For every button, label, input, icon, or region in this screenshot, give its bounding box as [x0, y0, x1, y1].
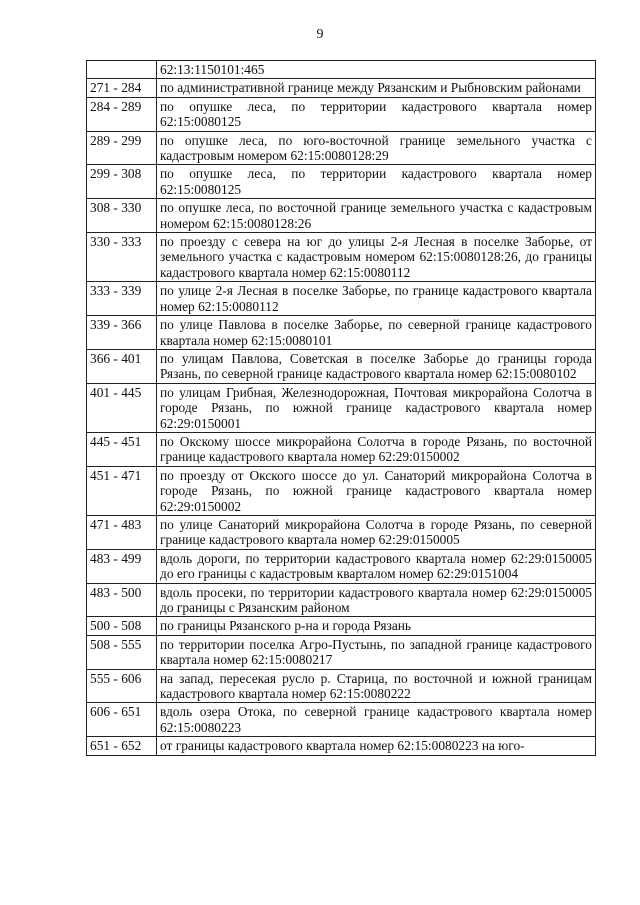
point-range-cell: 333 - 339	[87, 282, 157, 316]
boundary-description-cell: по опушке леса, по территории кадастрового квартала номер 62:15:0080125	[157, 165, 596, 199]
table-row	[87, 669, 596, 703]
table-row	[87, 233, 596, 282]
point-range-cell: 606 - 651	[87, 703, 157, 737]
boundary-description-cell: от границы кадастрового квартала номер 62:15:0080223 на юго-	[157, 737, 596, 755]
point-range-cell: 366 - 401	[87, 349, 157, 383]
boundary-description-cell: по улицам Грибная, Железнодорожная, Почтовая микрорайона Солотча в городе Рязань, по южной границе кадастрового квартала номер 62:29:0150001	[157, 383, 596, 432]
point-range-cell: 299 - 308	[87, 165, 157, 199]
table-row	[87, 61, 596, 79]
table-row	[87, 737, 596, 755]
boundary-description-cell: вдоль озера Отока, по северной границе кадастрового квартала номер 62:15:0080223	[157, 703, 596, 737]
boundary-description-cell: по Окскому шоссе микрорайона Солотча в городе Рязань, по восточной границе кадастрового квартала номер 62:29:0150002	[157, 432, 596, 466]
point-range-cell: 289 - 299	[87, 131, 157, 165]
point-range-cell: 500 - 508	[87, 617, 157, 635]
table-row	[87, 549, 596, 583]
table-row	[87, 131, 596, 165]
point-range-cell: 555 - 606	[87, 669, 157, 703]
point-range-cell: 284 - 289	[87, 97, 157, 131]
boundary-description-cell: по проезду от Окского шоссе до ул. Санаторий микрорайона Солотча в городе Рязань, по южной границе кадастрового квартала номер 62:29:0150002	[157, 466, 596, 515]
point-range-cell: 451 - 471	[87, 466, 157, 515]
point-range-cell: 508 - 555	[87, 635, 157, 669]
boundary-description-cell: вдоль просеки, по территории кадастрового квартала номер 62:29:0150005 до границы с Рязанским районом	[157, 583, 596, 617]
point-range-cell: 339 - 366	[87, 316, 157, 350]
boundary-description-cell: по улицам Павлова, Советская в поселке Заборье до границы города Рязань, по северной границе кадастрового квартала номер 62:15:0080102	[157, 349, 596, 383]
boundary-description-cell: по опушке леса, по юго-восточной границе земельного участка с кадастровым номером 62:15:0080128:29	[157, 131, 596, 165]
point-range-cell: 308 - 330	[87, 199, 157, 233]
boundary-description-cell: на запад, пересекая русло р. Старица, по восточной и южной границам кадастрового квартала номер 62:15:0080222	[157, 669, 596, 703]
point-range-cell: 445 - 451	[87, 432, 157, 466]
boundary-description-cell: по улице 2-я Лесная в поселке Заборье, по границе кадастрового квартала номер 62:15:0080112	[157, 282, 596, 316]
point-range-cell: 483 - 500	[87, 583, 157, 617]
boundary-description-cell: 62:13:1150101:465	[157, 61, 596, 79]
boundary-description-cell: по проезду с севера на юг до улицы 2-я Лесная в поселке Заборье, от земельного участка с кадастровым номером 62:15:0080128:26, до границы кадастрового квартала номер 62:15:0080112	[157, 233, 596, 282]
table-row	[87, 515, 596, 549]
boundary-description-cell: по опушке леса, по территории кадастрового квартала номер 62:15:0080125	[157, 97, 596, 131]
table-body	[87, 61, 596, 756]
table-row	[87, 583, 596, 617]
page-number: 9	[316, 27, 324, 42]
point-range-cell: 471 - 483	[87, 515, 157, 549]
table-row	[87, 349, 596, 383]
boundary-description-table	[86, 60, 596, 756]
boundary-description-cell: по улице Санаторий микрорайона Солотча в городе Рязань, по северной границе кадастрового квартала номер 62:29:0150005	[157, 515, 596, 549]
boundary-description-cell: по опушке леса, по восточной границе земельного участка с кадастровым номером 62:15:0080128:26	[157, 199, 596, 233]
boundary-description-cell: по улице Павлова в поселке Заборье, по северной границе кадастрового квартала номер 62:15:0080101	[157, 316, 596, 350]
table-row	[87, 199, 596, 233]
point-range-cell: 651 - 652	[87, 737, 157, 755]
table-row	[87, 79, 596, 97]
table-row	[87, 316, 596, 350]
table-row	[87, 432, 596, 466]
table-row	[87, 282, 596, 316]
table-row	[87, 635, 596, 669]
table-row	[87, 165, 596, 199]
point-range-cell: 483 - 499	[87, 549, 157, 583]
point-range-cell: 401 - 445	[87, 383, 157, 432]
boundary-description-cell: вдоль дороги, по территории кадастрового квартала номер 62:29:0150005 до его границы с кадастровым кварталом номер 62:29:0151004	[157, 549, 596, 583]
boundary-description-cell: по территории поселка Агро-Пустынь, по западной границе кадастрового квартала номер 62:15:0080217	[157, 635, 596, 669]
point-range-cell: 330 - 333	[87, 233, 157, 282]
table-row	[87, 466, 596, 515]
table-row	[87, 703, 596, 737]
boundary-description-cell: по административной границе между Рязанским и Рыбновским районами	[157, 79, 596, 97]
table-row	[87, 617, 596, 635]
table-row	[87, 383, 596, 432]
point-range-cell	[87, 61, 157, 79]
boundary-description-cell: по границы Рязанского р-на и города Рязань	[157, 617, 596, 635]
table-row	[87, 97, 596, 131]
point-range-cell: 271 - 284	[87, 79, 157, 97]
